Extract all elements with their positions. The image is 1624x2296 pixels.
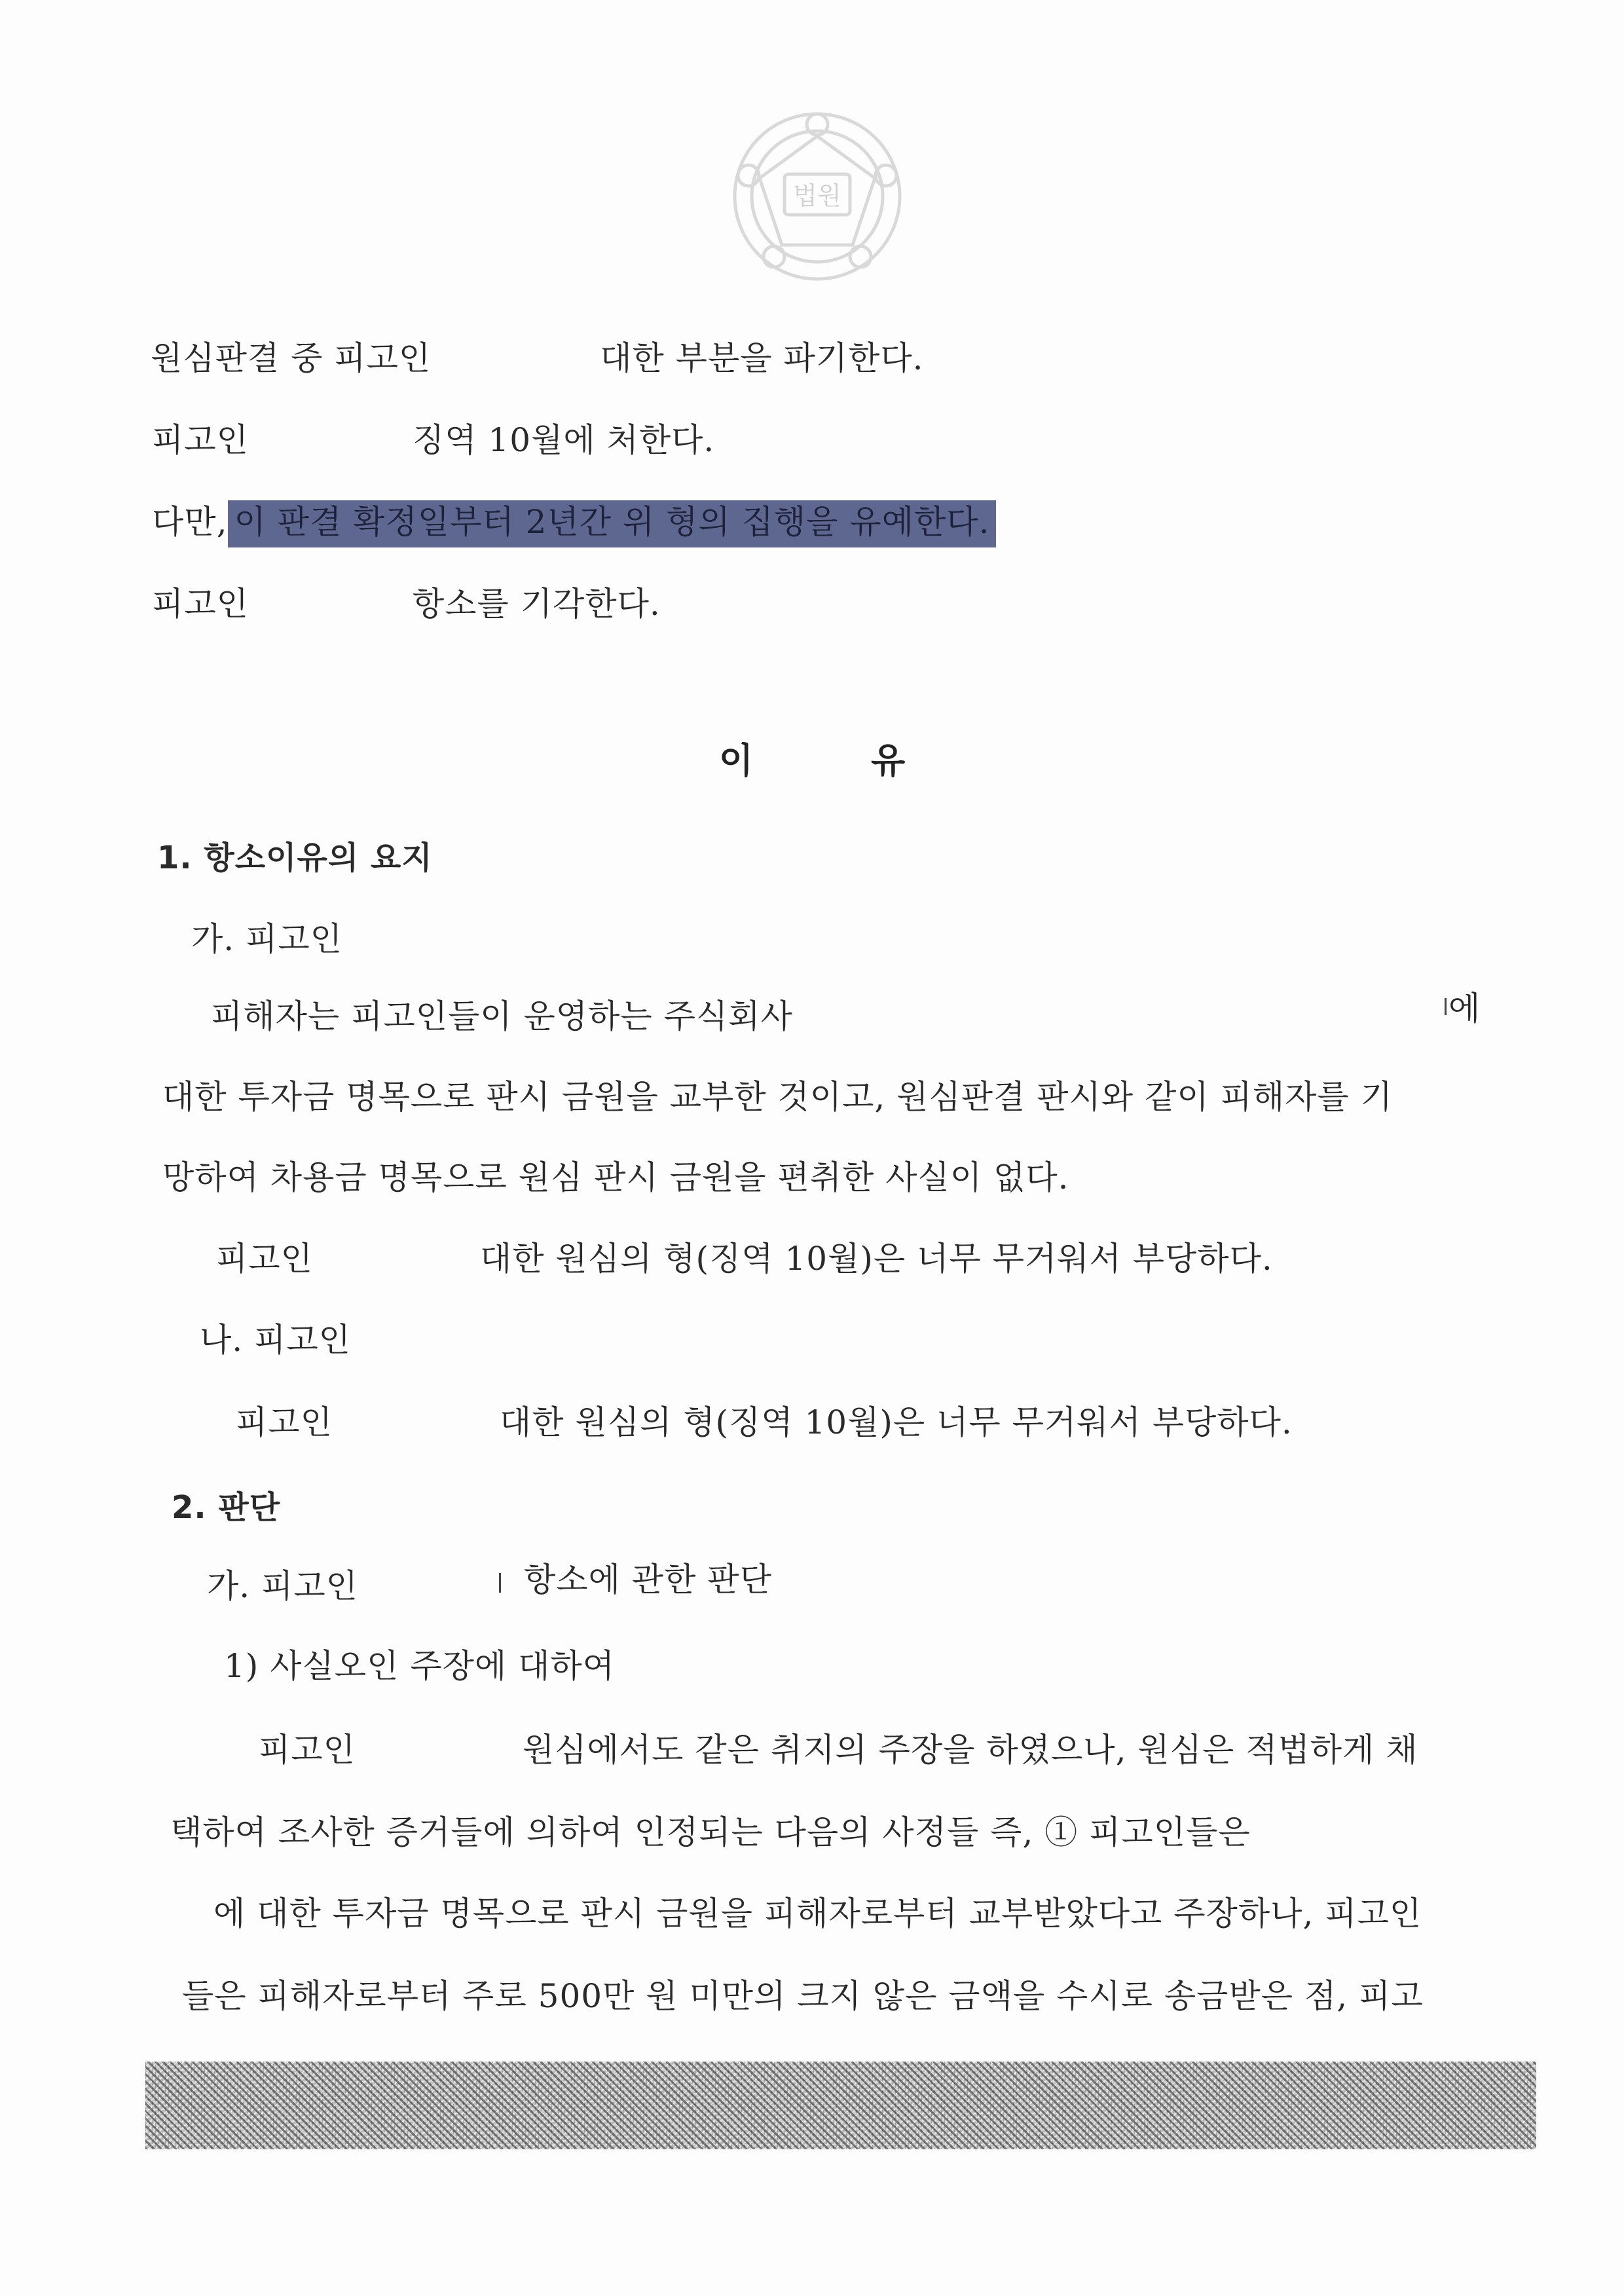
section-2-para-line-1-start: 피고인: [259, 1731, 356, 1769]
section-2-para-line-1-end: 원심에서도 같은 취지의 주장을 하였으나, 원심은 적법하게 채: [522, 1731, 1418, 1769]
seal-text: 법원: [793, 181, 841, 210]
section-1-ga-para-1-line-1: [211, 995, 793, 1037]
section-1-ga-para-2-start: 피고인: [216, 1240, 313, 1278]
section-1-ga-para-2: [216, 1238, 1273, 1280]
section-1-na-label: 나. 피고인: [200, 1321, 351, 1359]
redaction-mark: [499, 1573, 501, 1593]
section-2-para-line-2: 택하여 조사한 증거들에 의하여 인정되는 다음의 사정들 즉, ① 피고인들은: [170, 1813, 1251, 1851]
section-2-para-line-3: 에 대한 투자금 명목으로 판시 금원을 피해자로부터 교부받았다고 주장하나, 피고인: [213, 1895, 1422, 1933]
section-1-heading: 1. 항소이유의 요지: [157, 840, 433, 876]
section-2-ga-label: 가. 피고인: [207, 1567, 358, 1605]
highlighted-suspension-text: 이 판결 확정일부터 2년간 위 형의 집행을 유예한다.: [228, 500, 997, 547]
section-2-ga-label-end: 항소에 관한 판단: [524, 1561, 772, 1599]
section-2-sub-1: 1) 사실오인 주장에 대하여: [224, 1647, 615, 1685]
disposition-line-3-start: 다만,: [152, 503, 228, 541]
disposition-line-4: [152, 583, 661, 625]
section-1-ga-para-2-end: 대한 원심의 형(징역 10월)은 너무 무거워서 부당하다.: [479, 1240, 1273, 1278]
section-2-para-line-4: 들은 피해자로부터 주로 500만 원 미만의 크지 않은 금액을 수시로 송금받은 점, 피고: [182, 1977, 1424, 2015]
disposition-line-2: [152, 419, 714, 461]
redaction-mark: [1445, 998, 1447, 1015]
section-1-ga-para-1-line-1-text: 피해자는 피고인들이 운영하는 주식회사: [211, 997, 793, 1035]
disposition-line-2-start: 피고인: [152, 421, 249, 459]
section-1-ga-para-1-line-1-tail: 에: [1449, 990, 1481, 1028]
section-1-ga-label: 가. 피고인: [191, 920, 342, 958]
scan-noise-band: [145, 2062, 1536, 2149]
disposition-line-2-end: 징역 10월에 처한다.: [412, 421, 715, 459]
disposition-line-3: [152, 501, 996, 543]
section-1-ga-para-1-line-2: 대한 투자금 명목으로 판시 금원을 교부한 것이고, 원심판결 판시와 같이 피해자를 기: [162, 1078, 1393, 1116]
court-seal-icon: [726, 105, 909, 288]
reasons-title-right: 유: [871, 740, 906, 781]
reasons-title-left: 이: [719, 740, 754, 781]
section-1-ga-para-1-line-3: 망하여 차용금 명목으로 원심 판시 금원을 편취한 사실이 없다.: [162, 1158, 1069, 1196]
section-1-na-para-1-start: 피고인: [236, 1403, 333, 1441]
section-1-na-para-1-end: 대한 원심의 형(징역 10월)은 너무 무거워서 부당하다.: [499, 1403, 1293, 1441]
disposition-line-1: [151, 337, 924, 379]
disposition-line-1-end: 대한 부분을 파기한다.: [600, 339, 924, 377]
section-2-heading: 2. 판단: [172, 1489, 281, 1526]
disposition-line-4-end: 항소를 기각한다.: [412, 585, 661, 623]
disposition-line-1-start: 원심판결 중 피고인: [151, 339, 432, 377]
disposition-line-4-start: 피고인: [152, 585, 249, 623]
section-1-na-para-1: [236, 1401, 1293, 1443]
section-2-para-line-1: [259, 1729, 1418, 1771]
